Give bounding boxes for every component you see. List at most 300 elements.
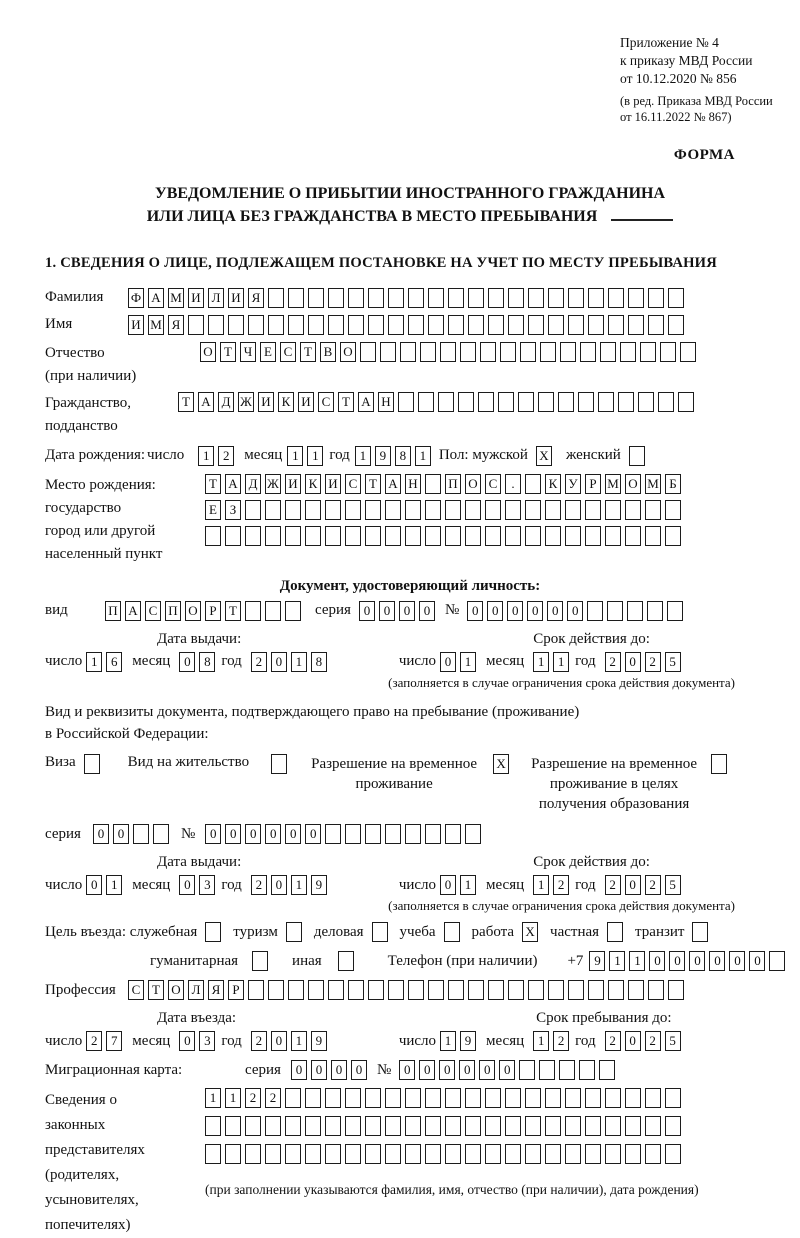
form-cell[interactable]: 0	[479, 1060, 495, 1080]
form-cell[interactable]: 9	[375, 446, 391, 466]
form-cell[interactable]	[325, 526, 341, 546]
form-cell[interactable]	[365, 824, 381, 844]
form-cell[interactable]	[548, 288, 564, 308]
form-cell[interactable]: 0	[749, 951, 765, 971]
form-cell[interactable]: 1	[291, 875, 307, 895]
form-cell[interactable]	[288, 315, 304, 335]
form-cell[interactable]: С	[485, 474, 501, 494]
form-cell[interactable]: 0	[440, 652, 456, 672]
form-cell[interactable]: 1	[553, 652, 569, 672]
form-cell[interactable]: 2	[645, 652, 661, 672]
form-cell[interactable]: Т	[365, 474, 381, 494]
form-cell[interactable]	[465, 500, 481, 520]
form-cell[interactable]: О	[200, 342, 216, 362]
form-cell[interactable]: 1	[355, 446, 371, 466]
form-cell[interactable]	[605, 526, 621, 546]
form-cell[interactable]: Н	[405, 474, 421, 494]
form-cell[interactable]	[545, 526, 561, 546]
form-cell[interactable]	[485, 1116, 501, 1136]
form-cell[interactable]: 0	[419, 601, 435, 621]
form-cell[interactable]	[505, 1088, 521, 1108]
form-cell[interactable]	[385, 526, 401, 546]
form-cell[interactable]: 3	[199, 1031, 215, 1051]
form-cell[interactable]	[438, 392, 454, 412]
form-cell[interactable]	[645, 500, 661, 520]
form-cell[interactable]: 9	[460, 1031, 476, 1051]
form-cell[interactable]	[405, 1144, 421, 1164]
form-cell[interactable]	[400, 342, 416, 362]
form-cell[interactable]	[288, 288, 304, 308]
form-cell[interactable]	[425, 1088, 441, 1108]
form-cell[interactable]: 2	[86, 1031, 102, 1051]
form-cell[interactable]	[265, 500, 281, 520]
form-cell[interactable]	[528, 315, 544, 335]
form-cell[interactable]	[248, 980, 264, 1000]
form-cell[interactable]	[265, 601, 281, 621]
form-cell[interactable]: 1	[629, 951, 645, 971]
form-cell[interactable]: Р	[585, 474, 601, 494]
form-cell[interactable]	[405, 824, 421, 844]
form-cell[interactable]	[568, 315, 584, 335]
form-cell[interactable]	[528, 288, 544, 308]
form-cell[interactable]	[648, 288, 664, 308]
form-cell[interactable]	[585, 500, 601, 520]
form-cell[interactable]	[365, 526, 381, 546]
form-cell[interactable]	[405, 526, 421, 546]
form-cell[interactable]	[585, 1144, 601, 1164]
form-cell[interactable]	[585, 1088, 601, 1108]
purpose-humanitarian-checkbox[interactable]	[252, 951, 268, 971]
form-cell[interactable]: 7	[106, 1031, 122, 1051]
form-cell[interactable]: А	[125, 601, 141, 621]
form-cell[interactable]	[348, 288, 364, 308]
form-cell[interactable]	[525, 526, 541, 546]
form-cell[interactable]	[658, 392, 674, 412]
form-cell[interactable]	[285, 526, 301, 546]
form-cell[interactable]: И	[228, 288, 244, 308]
form-cell[interactable]	[478, 392, 494, 412]
form-cell[interactable]: 2	[645, 1031, 661, 1051]
form-cell[interactable]	[528, 980, 544, 1000]
form-cell[interactable]	[388, 315, 404, 335]
form-cell[interactable]	[565, 1116, 581, 1136]
form-cell[interactable]: 0	[440, 875, 456, 895]
form-cell[interactable]: 0	[689, 951, 705, 971]
form-cell[interactable]	[418, 392, 434, 412]
form-cell[interactable]	[645, 1088, 661, 1108]
form-cell[interactable]	[680, 342, 696, 362]
form-cell[interactable]: 0	[291, 1060, 307, 1080]
form-cell[interactable]	[245, 526, 261, 546]
form-cell[interactable]	[485, 1088, 501, 1108]
form-cell[interactable]	[605, 500, 621, 520]
form-cell[interactable]: 0	[399, 1060, 415, 1080]
form-cell[interactable]	[518, 392, 534, 412]
form-cell[interactable]	[559, 1060, 575, 1080]
form-cell[interactable]: 0	[285, 824, 301, 844]
form-cell[interactable]	[545, 1144, 561, 1164]
form-cell[interactable]: Л	[208, 288, 224, 308]
residence-permit-checkbox[interactable]	[271, 754, 287, 774]
form-cell[interactable]	[285, 1116, 301, 1136]
form-cell[interactable]: М	[168, 288, 184, 308]
sex-female-checkbox[interactable]	[629, 446, 645, 466]
form-cell[interactable]	[368, 288, 384, 308]
form-cell[interactable]	[445, 526, 461, 546]
form-cell[interactable]: Я	[208, 980, 224, 1000]
form-cell[interactable]	[305, 1116, 321, 1136]
form-cell[interactable]	[205, 526, 221, 546]
temp-residence-edu-checkbox[interactable]	[711, 754, 727, 774]
form-cell[interactable]	[365, 1116, 381, 1136]
form-cell[interactable]: 0	[179, 652, 195, 672]
form-cell[interactable]	[445, 1144, 461, 1164]
form-cell[interactable]	[425, 1116, 441, 1136]
form-cell[interactable]: Я	[248, 288, 264, 308]
form-cell[interactable]	[625, 526, 641, 546]
form-cell[interactable]: В	[320, 342, 336, 362]
form-cell[interactable]	[538, 392, 554, 412]
form-cell[interactable]	[385, 1088, 401, 1108]
form-cell[interactable]	[408, 315, 424, 335]
form-cell[interactable]	[308, 980, 324, 1000]
form-cell[interactable]: 1	[225, 1088, 241, 1108]
form-cell[interactable]	[598, 392, 614, 412]
form-cell[interactable]	[405, 500, 421, 520]
form-cell[interactable]: Д	[245, 474, 261, 494]
form-cell[interactable]	[460, 342, 476, 362]
form-cell[interactable]	[498, 392, 514, 412]
form-cell[interactable]	[345, 526, 361, 546]
form-cell[interactable]: 0	[419, 1060, 435, 1080]
form-cell[interactable]	[445, 824, 461, 844]
form-cell[interactable]	[588, 288, 604, 308]
form-cell[interactable]	[545, 1116, 561, 1136]
form-cell[interactable]	[245, 1116, 261, 1136]
purpose-study-checkbox[interactable]	[444, 922, 460, 942]
form-cell[interactable]: 5	[665, 652, 681, 672]
form-cell[interactable]	[225, 1144, 241, 1164]
form-cell[interactable]: И	[298, 392, 314, 412]
form-cell[interactable]	[525, 1088, 541, 1108]
form-cell[interactable]	[525, 474, 541, 494]
form-cell[interactable]: .	[505, 474, 521, 494]
form-cell[interactable]: 0	[331, 1060, 347, 1080]
form-cell[interactable]	[465, 526, 481, 546]
form-cell[interactable]: 9	[311, 875, 327, 895]
form-cell[interactable]	[348, 980, 364, 1000]
form-cell[interactable]	[665, 1088, 681, 1108]
form-cell[interactable]: 2	[265, 1088, 281, 1108]
form-cell[interactable]	[245, 601, 261, 621]
form-cell[interactable]: 3	[199, 875, 215, 895]
form-cell[interactable]	[265, 1116, 281, 1136]
form-cell[interactable]	[285, 1088, 301, 1108]
form-cell[interactable]: 0	[245, 824, 261, 844]
form-cell[interactable]	[225, 526, 241, 546]
form-cell[interactable]: 0	[567, 601, 583, 621]
form-cell[interactable]: Р	[205, 601, 221, 621]
form-cell[interactable]	[345, 824, 361, 844]
purpose-private-checkbox[interactable]	[607, 922, 623, 942]
form-cell[interactable]	[465, 1116, 481, 1136]
form-cell[interactable]: 0	[93, 824, 109, 844]
form-cell[interactable]	[558, 392, 574, 412]
form-cell[interactable]	[640, 342, 656, 362]
form-cell[interactable]: 0	[113, 824, 129, 844]
form-cell[interactable]: И	[188, 288, 204, 308]
form-cell[interactable]: 1	[307, 446, 323, 466]
form-cell[interactable]: М	[148, 315, 164, 335]
form-cell[interactable]: Т	[225, 601, 241, 621]
form-cell[interactable]: Д	[218, 392, 234, 412]
form-cell[interactable]	[480, 342, 496, 362]
form-cell[interactable]: Ч	[240, 342, 256, 362]
form-cell[interactable]: 0	[709, 951, 725, 971]
form-cell[interactable]: 1	[460, 875, 476, 895]
form-cell[interactable]	[545, 500, 561, 520]
form-cell[interactable]	[345, 1116, 361, 1136]
form-cell[interactable]	[308, 315, 324, 335]
form-cell[interactable]	[645, 1116, 661, 1136]
form-cell[interactable]	[328, 288, 344, 308]
form-cell[interactable]	[428, 315, 444, 335]
form-cell[interactable]: И	[285, 474, 301, 494]
form-cell[interactable]	[188, 315, 204, 335]
form-cell[interactable]	[585, 1116, 601, 1136]
form-cell[interactable]: К	[278, 392, 294, 412]
purpose-other-checkbox[interactable]	[338, 951, 354, 971]
form-cell[interactable]	[468, 315, 484, 335]
form-cell[interactable]: О	[185, 601, 201, 621]
form-cell[interactable]	[365, 1144, 381, 1164]
form-cell[interactable]	[265, 526, 281, 546]
form-cell[interactable]	[425, 526, 441, 546]
form-cell[interactable]: 1	[291, 1031, 307, 1051]
form-cell[interactable]	[265, 1144, 281, 1164]
form-cell[interactable]: Н	[378, 392, 394, 412]
form-cell[interactable]: 1	[86, 652, 102, 672]
form-cell[interactable]	[448, 288, 464, 308]
form-cell[interactable]: 1	[609, 951, 625, 971]
purpose-work-checkbox[interactable]: X	[522, 922, 538, 942]
form-cell[interactable]	[519, 1060, 535, 1080]
form-cell[interactable]	[305, 526, 321, 546]
form-cell[interactable]	[625, 1116, 641, 1136]
form-cell[interactable]: И	[258, 392, 274, 412]
form-cell[interactable]	[328, 980, 344, 1000]
form-cell[interactable]: 0	[311, 1060, 327, 1080]
form-cell[interactable]	[328, 315, 344, 335]
form-cell[interactable]: Ф	[128, 288, 144, 308]
form-cell[interactable]	[667, 601, 683, 621]
visa-checkbox[interactable]	[84, 754, 100, 774]
form-cell[interactable]	[665, 500, 681, 520]
form-cell[interactable]: 5	[665, 875, 681, 895]
form-cell[interactable]	[468, 980, 484, 1000]
form-cell[interactable]: 1	[198, 446, 214, 466]
form-cell[interactable]	[548, 315, 564, 335]
form-cell[interactable]	[608, 315, 624, 335]
form-cell[interactable]	[508, 315, 524, 335]
form-cell[interactable]	[618, 392, 634, 412]
form-cell[interactable]	[568, 288, 584, 308]
form-cell[interactable]	[388, 980, 404, 1000]
form-cell[interactable]	[325, 824, 341, 844]
form-cell[interactable]	[285, 500, 301, 520]
form-cell[interactable]	[425, 824, 441, 844]
form-cell[interactable]	[388, 288, 404, 308]
form-cell[interactable]	[268, 315, 284, 335]
form-cell[interactable]: 1	[533, 652, 549, 672]
form-cell[interactable]	[420, 342, 436, 362]
form-cell[interactable]	[458, 392, 474, 412]
form-cell[interactable]	[625, 1088, 641, 1108]
form-cell[interactable]	[565, 1088, 581, 1108]
form-cell[interactable]: 1	[533, 875, 549, 895]
form-cell[interactable]	[520, 342, 536, 362]
form-cell[interactable]: И	[325, 474, 341, 494]
purpose-tourism-checkbox[interactable]	[286, 922, 302, 942]
form-cell[interactable]: И	[128, 315, 144, 335]
form-cell[interactable]: 0	[649, 951, 665, 971]
form-cell[interactable]: 2	[553, 875, 569, 895]
form-cell[interactable]: Б	[665, 474, 681, 494]
form-cell[interactable]	[525, 1116, 541, 1136]
form-cell[interactable]	[465, 1144, 481, 1164]
form-cell[interactable]: Т	[338, 392, 354, 412]
form-cell[interactable]: 0	[379, 601, 395, 621]
form-cell[interactable]	[505, 500, 521, 520]
form-cell[interactable]: 0	[179, 1031, 195, 1051]
form-cell[interactable]: 0	[527, 601, 543, 621]
form-cell[interactable]	[579, 1060, 595, 1080]
form-cell[interactable]	[608, 288, 624, 308]
form-cell[interactable]: 0	[359, 601, 375, 621]
form-cell[interactable]: Ж	[265, 474, 281, 494]
form-cell[interactable]: Т	[300, 342, 316, 362]
form-cell[interactable]	[208, 315, 224, 335]
form-cell[interactable]: Я	[168, 315, 184, 335]
form-cell[interactable]: Т	[205, 474, 221, 494]
form-cell[interactable]	[488, 980, 504, 1000]
form-cell[interactable]	[425, 1144, 441, 1164]
form-cell[interactable]: 0	[351, 1060, 367, 1080]
form-cell[interactable]: У	[565, 474, 581, 494]
form-cell[interactable]: С	[128, 980, 144, 1000]
form-cell[interactable]	[465, 1088, 481, 1108]
form-cell[interactable]	[668, 980, 684, 1000]
form-cell[interactable]: 0	[439, 1060, 455, 1080]
form-cell[interactable]: П	[445, 474, 461, 494]
form-cell[interactable]: 1	[205, 1088, 221, 1108]
form-cell[interactable]	[665, 1116, 681, 1136]
form-cell[interactable]	[245, 1144, 261, 1164]
form-cell[interactable]	[348, 315, 364, 335]
form-cell[interactable]: О	[168, 980, 184, 1000]
form-cell[interactable]	[485, 500, 501, 520]
form-cell[interactable]	[578, 392, 594, 412]
form-cell[interactable]: М	[605, 474, 621, 494]
form-cell[interactable]	[605, 1144, 621, 1164]
form-cell[interactable]: 0	[625, 875, 641, 895]
form-cell[interactable]	[398, 392, 414, 412]
form-cell[interactable]	[607, 601, 623, 621]
form-cell[interactable]	[660, 342, 676, 362]
form-cell[interactable]: П	[105, 601, 121, 621]
form-cell[interactable]: С	[318, 392, 334, 412]
form-cell[interactable]	[305, 1144, 321, 1164]
form-cell[interactable]: 6	[106, 652, 122, 672]
form-cell[interactable]	[647, 601, 663, 621]
form-cell[interactable]	[408, 980, 424, 1000]
form-cell[interactable]	[580, 342, 596, 362]
form-cell[interactable]	[205, 1144, 221, 1164]
form-cell[interactable]: 1	[291, 652, 307, 672]
form-cell[interactable]	[365, 1088, 381, 1108]
form-cell[interactable]: 9	[589, 951, 605, 971]
form-cell[interactable]: 1	[533, 1031, 549, 1051]
form-cell[interactable]	[153, 824, 169, 844]
form-cell[interactable]	[405, 1088, 421, 1108]
purpose-transit-checkbox[interactable]	[692, 922, 708, 942]
form-cell[interactable]: 0	[86, 875, 102, 895]
form-cell[interactable]	[665, 1144, 681, 1164]
form-cell[interactable]	[587, 601, 603, 621]
form-cell[interactable]	[365, 500, 381, 520]
form-cell[interactable]	[645, 1144, 661, 1164]
form-cell[interactable]: Ж	[238, 392, 254, 412]
form-cell[interactable]	[485, 1144, 501, 1164]
form-cell[interactable]	[405, 1116, 421, 1136]
form-cell[interactable]	[368, 980, 384, 1000]
form-cell[interactable]: А	[198, 392, 214, 412]
form-cell[interactable]	[605, 1116, 621, 1136]
form-cell[interactable]: 1	[106, 875, 122, 895]
form-cell[interactable]	[285, 601, 301, 621]
form-cell[interactable]	[540, 342, 556, 362]
form-cell[interactable]	[385, 1116, 401, 1136]
form-cell[interactable]	[539, 1060, 555, 1080]
form-cell[interactable]	[385, 1144, 401, 1164]
form-cell[interactable]	[505, 526, 521, 546]
form-cell[interactable]	[505, 1116, 521, 1136]
form-cell[interactable]	[600, 342, 616, 362]
form-cell[interactable]	[325, 1088, 341, 1108]
form-cell[interactable]	[133, 824, 149, 844]
form-cell[interactable]	[345, 1088, 361, 1108]
form-cell[interactable]: 0	[225, 824, 241, 844]
form-cell[interactable]: 0	[729, 951, 745, 971]
form-cell[interactable]: 2	[645, 875, 661, 895]
form-cell[interactable]: 8	[199, 652, 215, 672]
form-cell[interactable]	[425, 500, 441, 520]
form-cell[interactable]	[665, 526, 681, 546]
form-cell[interactable]	[268, 980, 284, 1000]
form-cell[interactable]: 0	[547, 601, 563, 621]
form-cell[interactable]	[648, 980, 664, 1000]
form-cell[interactable]	[345, 500, 361, 520]
form-cell[interactable]	[627, 601, 643, 621]
form-cell[interactable]: Л	[188, 980, 204, 1000]
form-cell[interactable]	[588, 980, 604, 1000]
form-cell[interactable]: 2	[605, 652, 621, 672]
form-cell[interactable]	[225, 1116, 241, 1136]
form-cell[interactable]	[625, 500, 641, 520]
form-cell[interactable]	[428, 288, 444, 308]
form-cell[interactable]	[525, 1144, 541, 1164]
form-cell[interactable]	[625, 1144, 641, 1164]
